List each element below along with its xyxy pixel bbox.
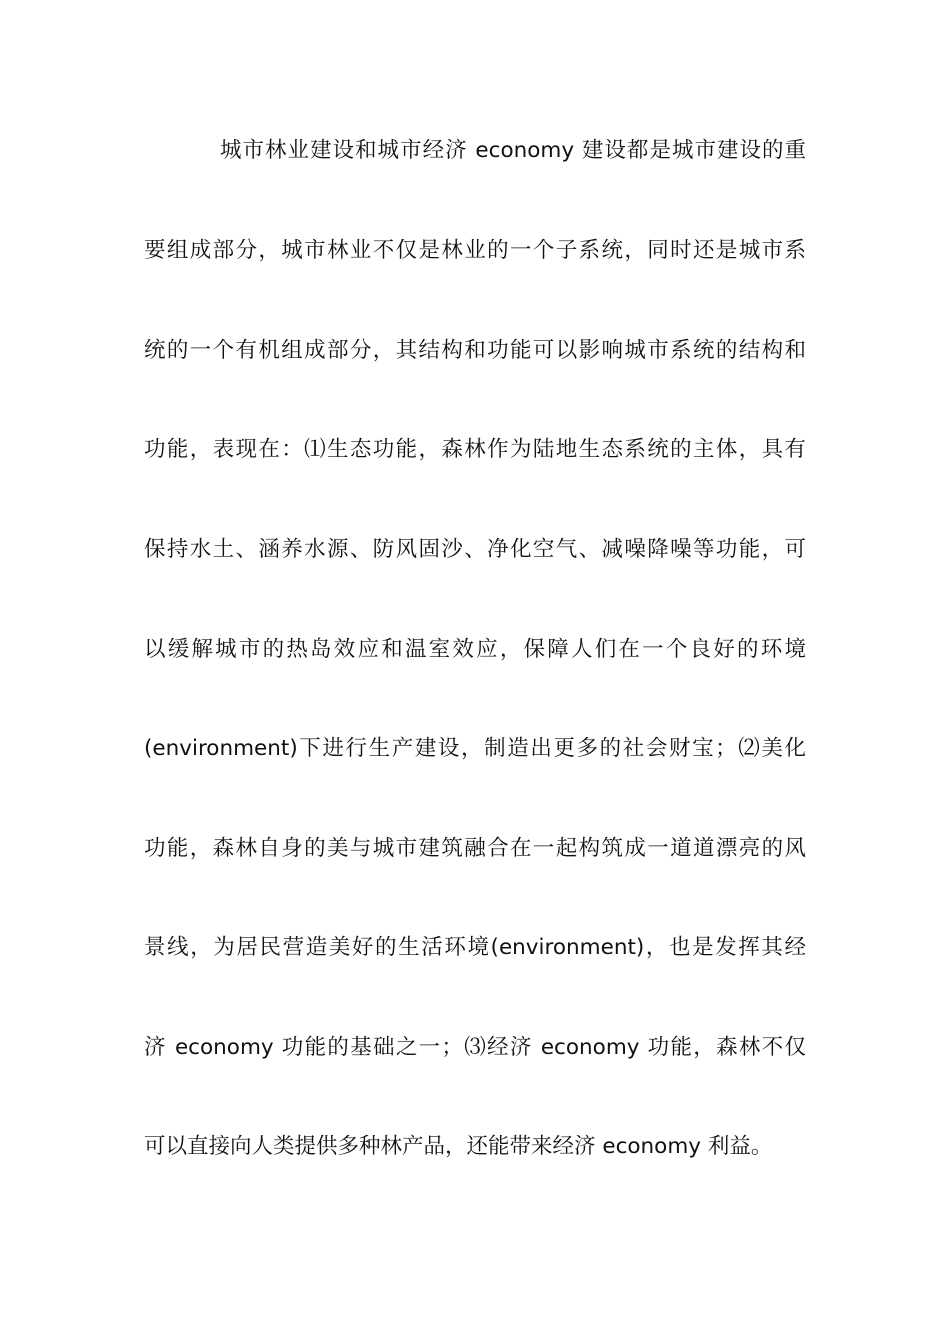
paragraph-line: 以缓解城市的热岛效应和温室效应，保障人们在一个良好的环境 xyxy=(144,637,806,662)
paragraph-line: 功能，表现在：⑴生态功能，森林作为陆地生态系统的主体，具有 xyxy=(144,437,806,462)
paragraph-line: 景线，为居民营造美好的生活环境(environment)，也是发挥其经 xyxy=(144,935,806,960)
paragraph-line: (environment)下进行生产建设，制造出更多的社会财宝；⑵美化 xyxy=(144,736,806,761)
paragraph-line: 功能，森林自身的美与城市建筑融合在一起构筑成一道道漂亮的风 xyxy=(144,836,806,861)
paragraph-line: 要组成部分，城市林业不仅是林业的一个子系统，同时还是城市系 xyxy=(144,238,806,263)
paragraph-line: 统的一个有机组成部分，其结构和功能可以影响城市系统的结构和 xyxy=(144,338,806,363)
paragraph-line: 济 economy 功能的基础之一；⑶经济 economy 功能，森林不仅 xyxy=(144,1035,806,1060)
paragraph-line: 城市林业建设和城市经济 economy 建设都是城市建设的重 xyxy=(220,138,806,163)
paragraph-line: 可以直接向人类提供多种林产品，还能带来经济 economy 利益。 xyxy=(144,1134,773,1159)
paragraph-line: 保持水土、涵养水源、防风固沙、净化空气、减噪降噪等功能，可 xyxy=(144,537,806,562)
